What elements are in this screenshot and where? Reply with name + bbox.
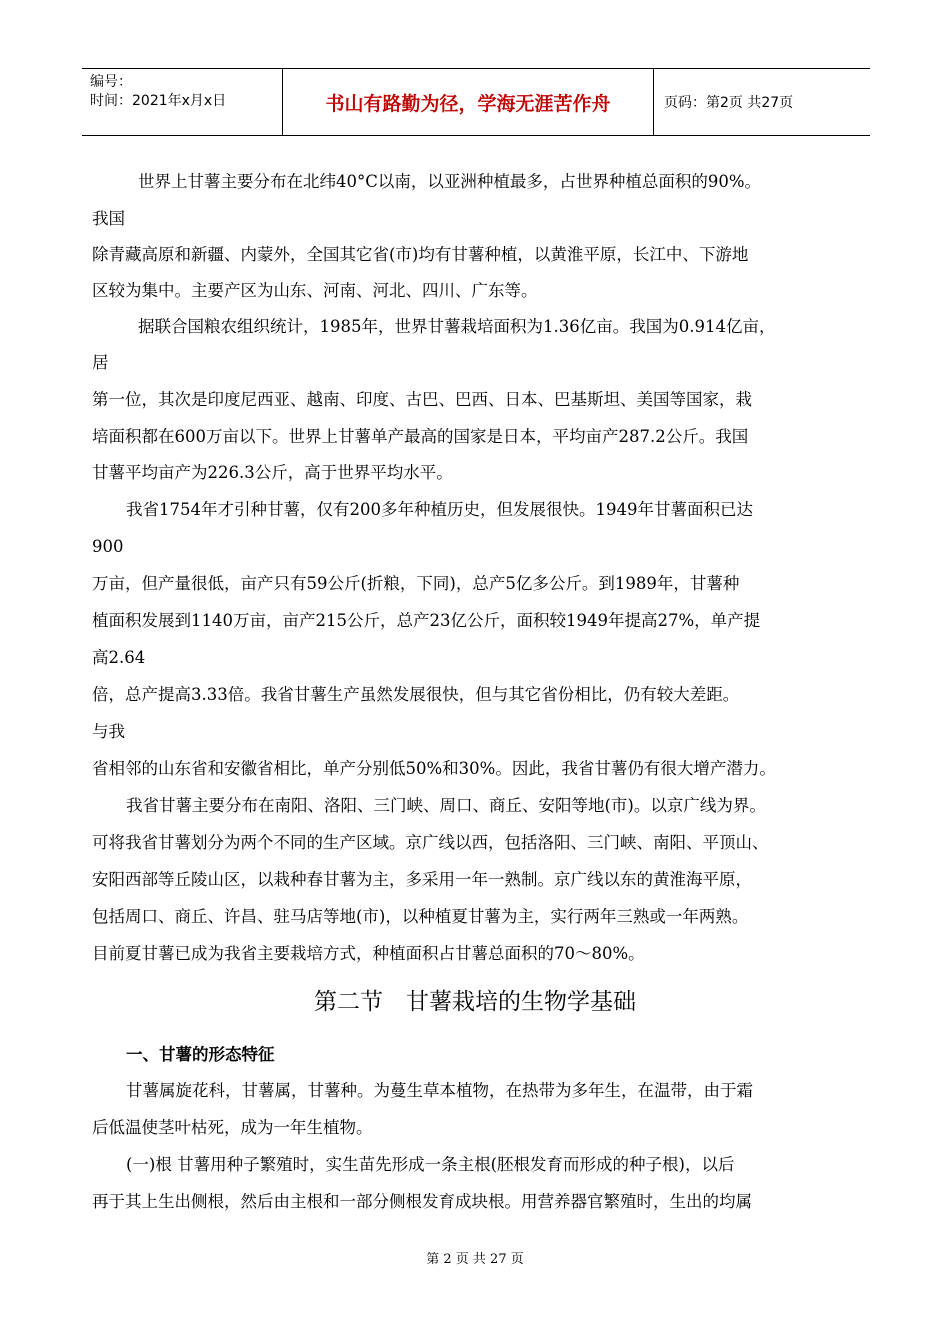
text-line: 安阳西部等丘陵山区，以栽种春甘薯为主，多采用一年一熟制。京广线以东的黄淮海平原， xyxy=(92,870,752,889)
header-motto xyxy=(282,69,654,135)
text-line: 植面积发展到1140万亩，亩产215公斤，总产23亿公斤，面积较1949年提高27%，单产提 xyxy=(92,611,761,630)
text-line: 后低温使茎叶枯死，成为一年生植物。 xyxy=(92,1118,373,1137)
text-line: 培面积都在600万亩以下。世界上甘薯单产最高的国家是日本，平均亩产287.2公斤。我国 xyxy=(92,427,749,446)
header-date: 时间：2021年x月x日 xyxy=(90,93,227,109)
text-line: 高2.64 xyxy=(92,648,146,667)
text-line: 除青藏高原和新疆、内蒙外，全国其它省(市)均有甘薯种植，以黄淮平原，长江中、下游地 xyxy=(92,245,749,264)
text-line: 可将我省甘薯划分为两个不同的生产区域。京广线以西，包括洛阳、三门峡、南阳、平顶山、 xyxy=(92,833,769,852)
text-line: 与我 xyxy=(92,722,125,741)
text-line: 900 xyxy=(92,537,124,556)
text-line: 第一位，其次是印度尼西亚、越南、印度、古巴、巴西、日本、巴基斯坦、美国等国家，栽 xyxy=(92,390,752,409)
text-line: 我国 xyxy=(92,209,125,228)
page-header xyxy=(82,68,870,136)
text-line: 目前夏甘薯已成为我省主要栽培方式，种植面积占甘薯总面积的70～80%。 xyxy=(92,944,645,963)
header-meta xyxy=(82,69,282,135)
text-line: 区较为集中。主要产区为山东、河南、河北、四川、广东等。 xyxy=(92,281,538,300)
text-line: 世界上甘薯主要分布在北纬40°C以南，以亚洲种植最多，占世界种植总面积的90%。 xyxy=(138,172,762,191)
header-motto-text: 书山有路勤为径，学海无涯苦作舟 xyxy=(325,92,611,115)
text-line: 甘薯属旋花科，甘薯属，甘薯种。为蔓生草本植物，在热带为多年生，在温带，由于霜 xyxy=(126,1081,753,1100)
text-line: 包括周口、商丘、许昌、驻马店等地(市)，以种植夏甘薯为主，实行两年三熟或一年两熟。 xyxy=(92,907,749,926)
text-line: 甘薯平均亩产为226.3公斤，高于世界平均水平。 xyxy=(92,463,453,482)
header-page-text: 页码：第2页 共27页 xyxy=(664,95,794,111)
subsection-title: 一、甘薯的形态特征 xyxy=(126,1045,275,1064)
text-line: 我省1754年才引种甘薯，仅有200多年种植历史，但发展很快。1949年甘薯面积已达 xyxy=(126,500,753,519)
text-line: 我省甘薯主要分布在南阳、洛阳、三门峡、周口、商丘、安阳等地(市)。以京广线为界。 xyxy=(126,796,766,815)
page-footer: 第 2 页 共 27 页 xyxy=(426,1252,524,1267)
section-title: 第二节 甘薯栽培的生物学基础 xyxy=(314,989,636,1015)
text-line: 居 xyxy=(92,353,109,372)
text-line: 据联合国粮农组织统计，1985年，世界甘薯栽培面积为1.36亿亩。我国为0.914亿亩， xyxy=(138,317,776,336)
text-line: 再于其上生出侧根，然后由主根和一部分侧根发育成块根。用营养器官繁殖时，生出的均属 xyxy=(92,1192,752,1211)
text-line: 倍，总产提高3.33倍。我省甘薯生产虽然发展很快，但与其它省份相比，仍有较大差距。 xyxy=(92,685,740,704)
text-line: (一)根 甘薯用种子繁殖时，实生苗先形成一条主根(胚根发育而形成的种子根)，以后 xyxy=(126,1155,735,1174)
header-page xyxy=(654,69,870,135)
text-line: 省相邻的山东省和安徽省相比，单产分别低50%和30%。因此，我省甘薯仍有很大增产潜力。 xyxy=(92,759,776,778)
text-line: 万亩，但产量很低，亩产只有59公斤(折粮，下同)，总产5亿多公斤。到1989年，甘薯种 xyxy=(92,574,740,593)
header-code: 编号： xyxy=(90,74,132,90)
